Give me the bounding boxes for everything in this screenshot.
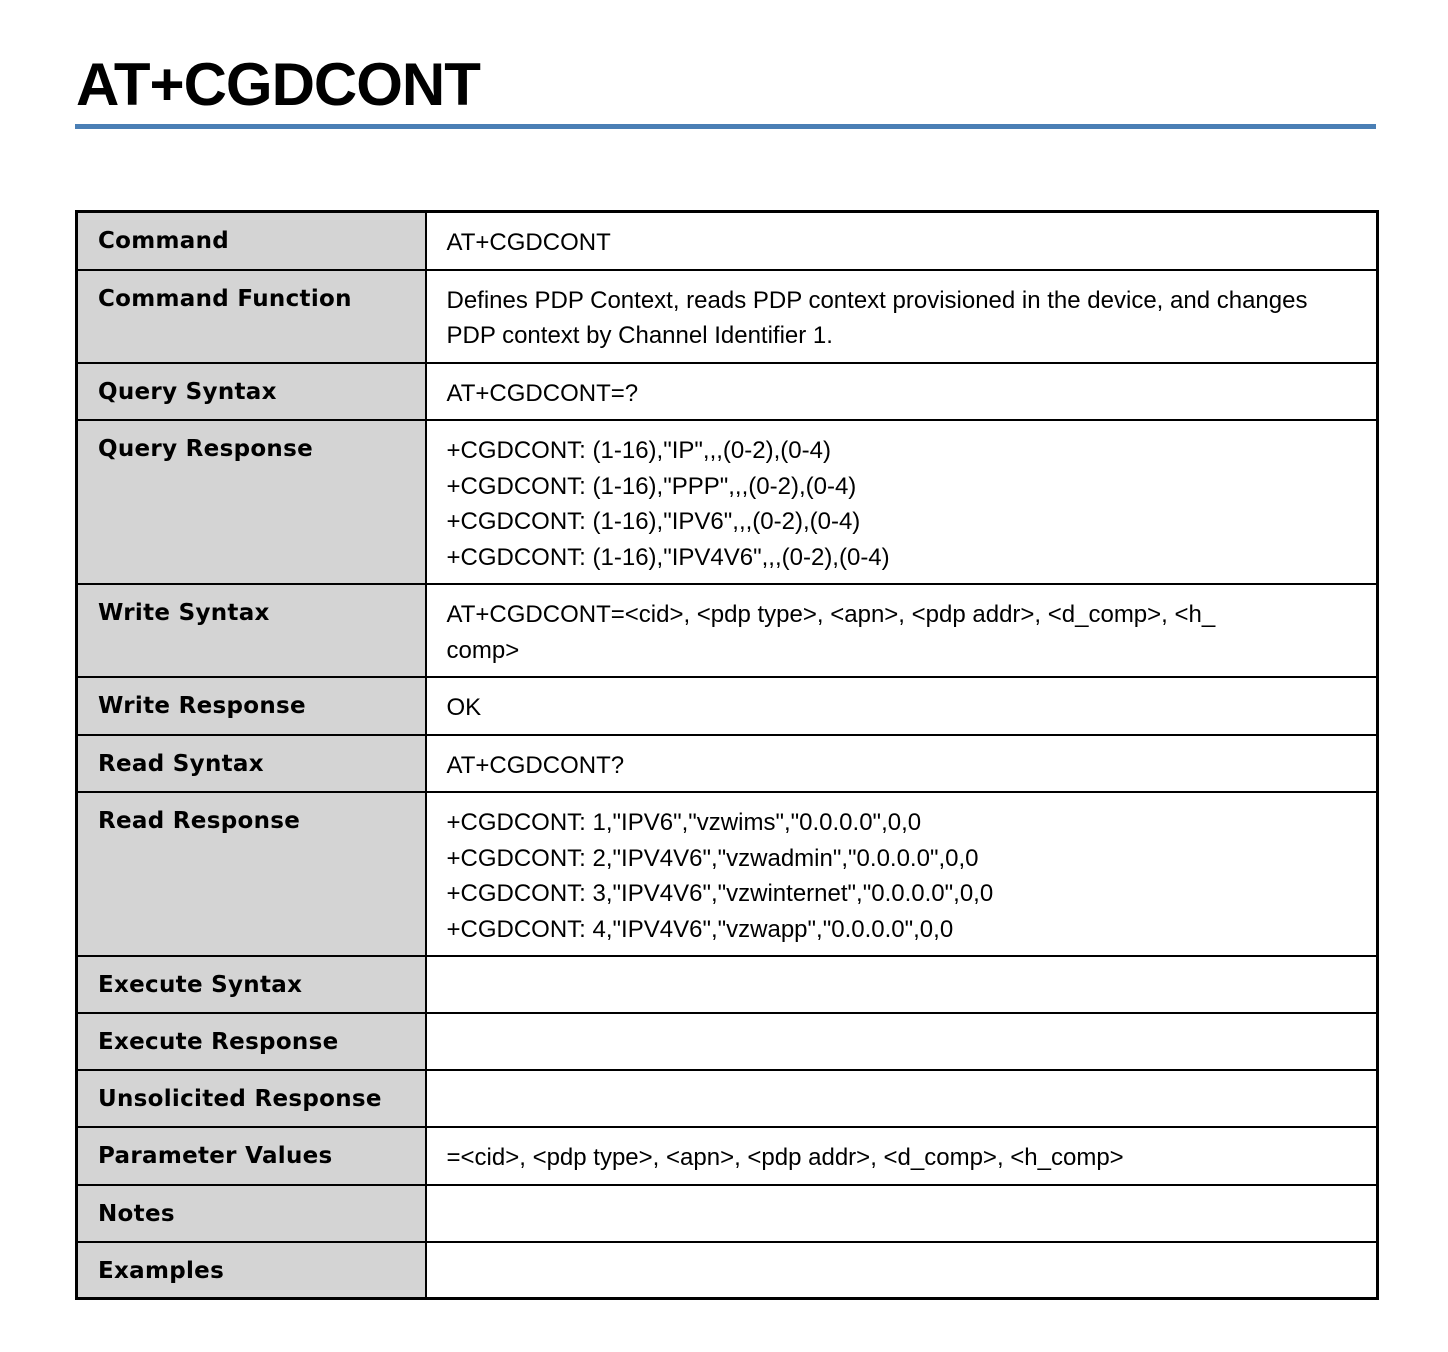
- value-line: +CGDCONT: 2,"IPV4V6","vzwadmin","0.0.0.0",0,0: [446, 844, 979, 872]
- table-row: [77, 1185, 1378, 1242]
- row-label: Execute Syntax: [77, 956, 426, 1013]
- row-value: [426, 584, 1378, 677]
- row-value-empty: [426, 1185, 1378, 1242]
- row-label: Read Response: [77, 792, 426, 956]
- row-value: [426, 363, 1378, 421]
- row-label: Write Syntax: [77, 584, 426, 677]
- row-label: Command: [77, 212, 426, 270]
- command-spec-table: [75, 210, 1379, 1300]
- row-value-empty: [426, 1242, 1378, 1299]
- value-line: PDP context by Channel Identifier 1.: [446, 322, 833, 349]
- row-label: Examples: [77, 1242, 426, 1299]
- table-row: [77, 792, 1378, 956]
- table-row: [77, 363, 1378, 421]
- row-label: Notes: [77, 1185, 426, 1242]
- value-line: OK: [446, 694, 482, 721]
- value-line: AT+CGDCONT: [446, 229, 611, 256]
- table-row: [77, 735, 1378, 793]
- table-row: [77, 584, 1378, 677]
- row-label: Unsolicited Response: [77, 1070, 426, 1127]
- table-row: [77, 270, 1378, 363]
- value-line: +CGDCONT: (1-16),"PPP",,,(0-2),(0-4): [446, 472, 857, 500]
- row-value: [426, 677, 1378, 735]
- title-rule: [75, 124, 1376, 129]
- table-row: [77, 212, 1378, 270]
- value-line: AT+CGDCONT=<cid>, <pdp type>, <apn>, <pdp addr>, <d_comp>, <h_: [446, 601, 1216, 628]
- row-label: Write Response: [77, 677, 426, 735]
- row-label: Query Response: [77, 420, 426, 584]
- row-value-empty: [426, 1013, 1378, 1070]
- row-value: [426, 420, 1378, 584]
- table-row: [77, 1242, 1378, 1299]
- table-row: [77, 677, 1378, 735]
- value-line: +CGDCONT: 1,"IPV6","vzwims","0.0.0.0",0,0: [446, 809, 922, 836]
- row-label: Query Syntax: [77, 363, 426, 421]
- value-line: +CGDCONT: 4,"IPV4V6","vzwapp","0.0.0.0",0,0: [446, 915, 954, 943]
- value-line: AT+CGDCONT?: [446, 751, 625, 779]
- value-line: Defines PDP Context, reads PDP context provisioned in the device, and changes: [446, 286, 1308, 314]
- value-line: =<cid>, <pdp type>, <apn>, <pdp addr>, <d_comp>, <h_comp>: [446, 1144, 1124, 1171]
- row-value: [426, 735, 1378, 793]
- row-label: Execute Response: [77, 1013, 426, 1070]
- value-line: +CGDCONT: 3,"IPV4V6","vzwinternet","0.0.0.0",0,0: [446, 880, 994, 907]
- value-line: +CGDCONT: (1-16),"IP",,,(0-2),(0-4): [446, 437, 831, 464]
- value-line: AT+CGDCONT=?: [446, 379, 639, 407]
- row-value-empty: [426, 1070, 1378, 1127]
- row-label: Read Syntax: [77, 735, 426, 793]
- page-title: AT+CGDCONT: [76, 51, 480, 118]
- row-value: [426, 270, 1378, 363]
- table-row: [77, 420, 1378, 584]
- value-line: +CGDCONT: (1-16),"IPV6",,,(0-2),(0-4): [446, 508, 861, 535]
- row-label: Parameter Values: [77, 1127, 426, 1185]
- table-row: [77, 956, 1378, 1013]
- row-label: Command Function: [77, 270, 426, 363]
- table-row: [77, 1013, 1378, 1070]
- row-value: [426, 212, 1378, 270]
- row-value: [426, 1127, 1378, 1185]
- value-line: comp>: [446, 636, 520, 664]
- row-value: [426, 792, 1378, 956]
- value-line: +CGDCONT: (1-16),"IPV4V6",,,(0-2),(0-4): [446, 543, 890, 571]
- table-row: [77, 1127, 1378, 1185]
- row-value-empty: [426, 956, 1378, 1013]
- table-row: [77, 1070, 1378, 1127]
